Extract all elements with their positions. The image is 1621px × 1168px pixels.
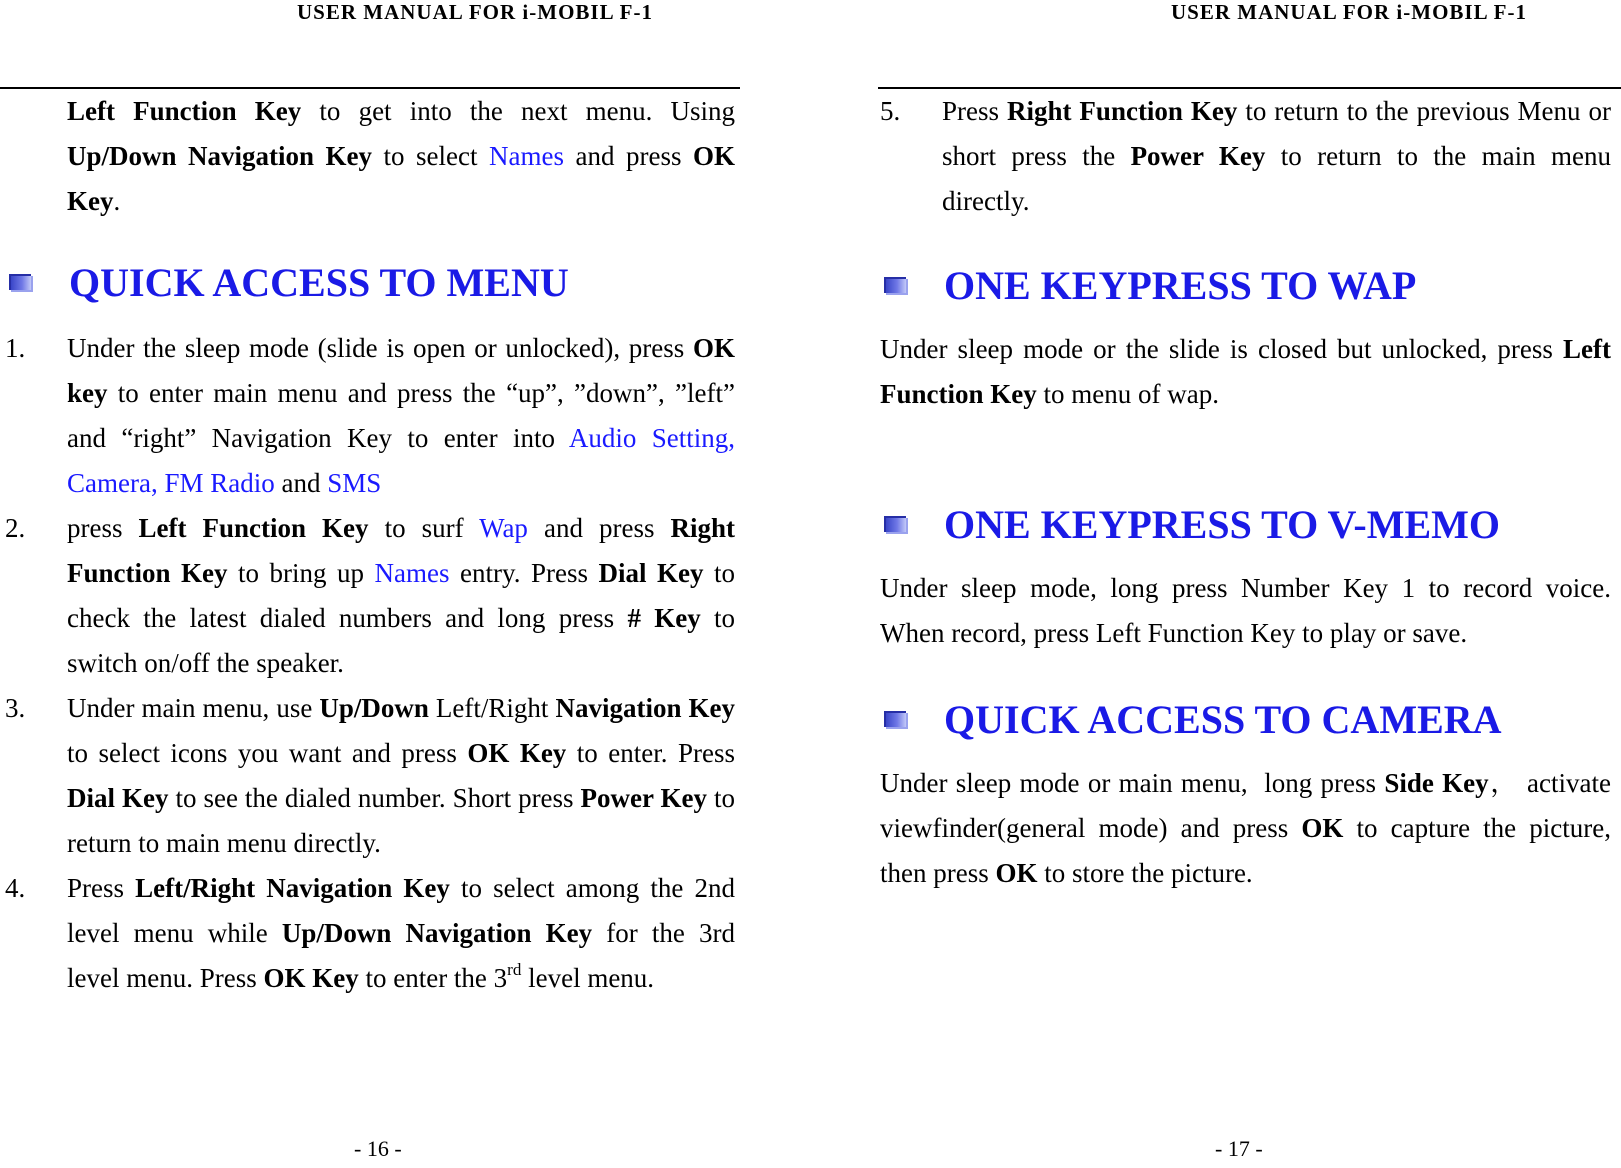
list-item-2 [5,506,735,686]
list-body [942,89,1611,224]
text-run-bold: OK Key [263,963,359,993]
text-run-bold: OK [1301,813,1344,843]
text-run-link: Audio Setting, Camera, FM Radio [67,423,736,498]
text-run-bold: Dial Key [67,783,169,813]
text-run-bold: Side Key [1384,768,1489,798]
vmemo-paragraph: Under sleep mode, long press Number Key 1 to record voice. When record, press Left Function Key to play or save. [880,573,1611,648]
list-body [67,506,735,686]
text-run: Under sleep mode or main menu, long press [880,768,1385,798]
list-number: 3. [5,693,26,723]
text-run: to return to main menu directly. [67,783,735,858]
heading-text: ONE KEYPRESS TO V-MEMO [944,501,1501,547]
text-run: to check the latest dialed numbers and long press [67,558,735,633]
text-run: to store the picture. [1037,858,1253,888]
text-run-bold: Up/Down [319,693,429,723]
text-run-bold: OK [995,858,1038,888]
text-run-bold: Navigation Key [555,693,736,723]
left-page [0,0,740,1168]
text-run-link: SMS [327,468,382,498]
text-run: to switch on/off the speaker. [67,603,735,678]
page-number: - 16 - [354,1136,402,1161]
text-run: Under the sleep mode (slide is open or unlocked), press [67,333,693,363]
text-run: and [274,468,328,498]
text-run: to select among the 2nd level menu while [67,873,735,948]
section-heading-one-keypress-wap [880,251,1611,319]
intro-t7: OK Key [67,141,735,216]
wap-paragraph [880,327,1611,417]
text-run: level menu. [521,963,655,993]
list-number: 5. [880,96,901,126]
heading-bullet-icon [884,711,906,727]
text-run-bold: Power Key [1130,141,1266,171]
text-run: Under main menu, use [67,693,320,723]
running-header: USER MANUAL FOR i-MOBIL F-1 [297,0,654,24]
text-run: to enter. Press [566,738,735,768]
text-run: entry. Press [449,558,599,588]
text-run-bold: Dial Key [598,558,704,588]
text-run-bold: OK Key [467,738,567,768]
text-run: to enter the 3 [358,963,508,993]
heading-text: QUICK ACCESS TO MENU [69,259,569,305]
list-number: 4. [5,873,26,903]
intro-t2: to get into the next menu. Using [301,96,736,126]
right-page [870,0,1621,1168]
list-body [67,686,735,866]
section-heading-one-keypress-vmemo [880,490,1611,558]
list-number: 2. [5,513,26,543]
text-run-bold: Left/Right Navigation Key [135,873,450,903]
text-run: Left/Right [428,693,556,723]
heading-bullet-icon [884,516,906,532]
list-item-4 [5,866,735,1001]
intro-t1: Left Function Key [67,96,302,126]
text-run: Press [942,96,1007,126]
intro-t4: to select [372,141,490,171]
text-run: ， activate viewfinder(general mode) and press [880,768,1611,843]
text-run-link: Wap [479,513,528,543]
text-run-bold: Right Function Key [67,513,735,588]
camera-paragraph [880,761,1611,896]
intro-t6: and press [564,141,693,171]
intro-t5: Names [489,141,564,171]
list-body [67,866,735,1001]
list-item-5 [880,89,1611,224]
section-heading-quick-access-camera [880,685,1611,753]
left-page-content [5,89,735,1001]
text-run: to see the dialed number. Short press [168,783,581,813]
text-run: to capture the picture, then press [880,813,1611,888]
heading-bullet-icon [884,277,906,293]
text-run-link: Names [374,558,450,588]
list-item-1 [5,326,735,506]
text-run: press [67,513,139,543]
running-header: USER MANUAL FOR i-MOBIL F-1 [1171,0,1528,24]
text-run: to enter main menu and press the “up”, ”down”, ”left” and “right” Navigation Key to enter into [67,378,735,453]
page-number: - 17 - [1215,1136,1263,1161]
text-run-bold: Up/Down Navigation Key [281,918,593,948]
text-run: Under sleep mode or the slide is closed but unlocked, press [880,334,1564,364]
heading-text: QUICK ACCESS TO CAMERA [944,696,1502,742]
text-run: to menu of wap. [1036,379,1219,409]
text-run: to return to the previous Menu or short press the [942,96,1611,171]
text-run-bold: Left Function Key [138,513,369,543]
heading-bullet-icon [9,274,31,290]
heading-text: ONE KEYPRESS TO WAP [944,262,1417,308]
text-run-bold: Power Key [580,783,707,813]
intro-t8: . [113,186,121,216]
text-run: for the 3rd level menu. Press [67,918,735,993]
list-number: 1. [5,333,26,363]
text-run-bold: # Key [627,603,701,633]
right-page-content [880,89,1611,896]
text-run: and press [527,513,671,543]
text-run-bold: Left Function Key [880,334,1611,409]
list-item-3 [5,686,735,866]
intro-paragraph [5,89,735,224]
text-run: Press [67,873,136,903]
text-run: to surf [368,513,480,543]
text-run-bold: Right Function Key [1006,96,1238,126]
text-run: to return to the main menu directly. [942,141,1611,216]
superscript-rd: rd [507,960,522,979]
text-run: to select icons you want and press [67,738,468,768]
intro-t3: Up/Down Navigation Key [67,141,373,171]
text-run-bold: OK key [67,333,735,408]
list-body [67,326,735,506]
section-heading-quick-access-menu [5,248,735,316]
text-run: to bring up [227,558,375,588]
